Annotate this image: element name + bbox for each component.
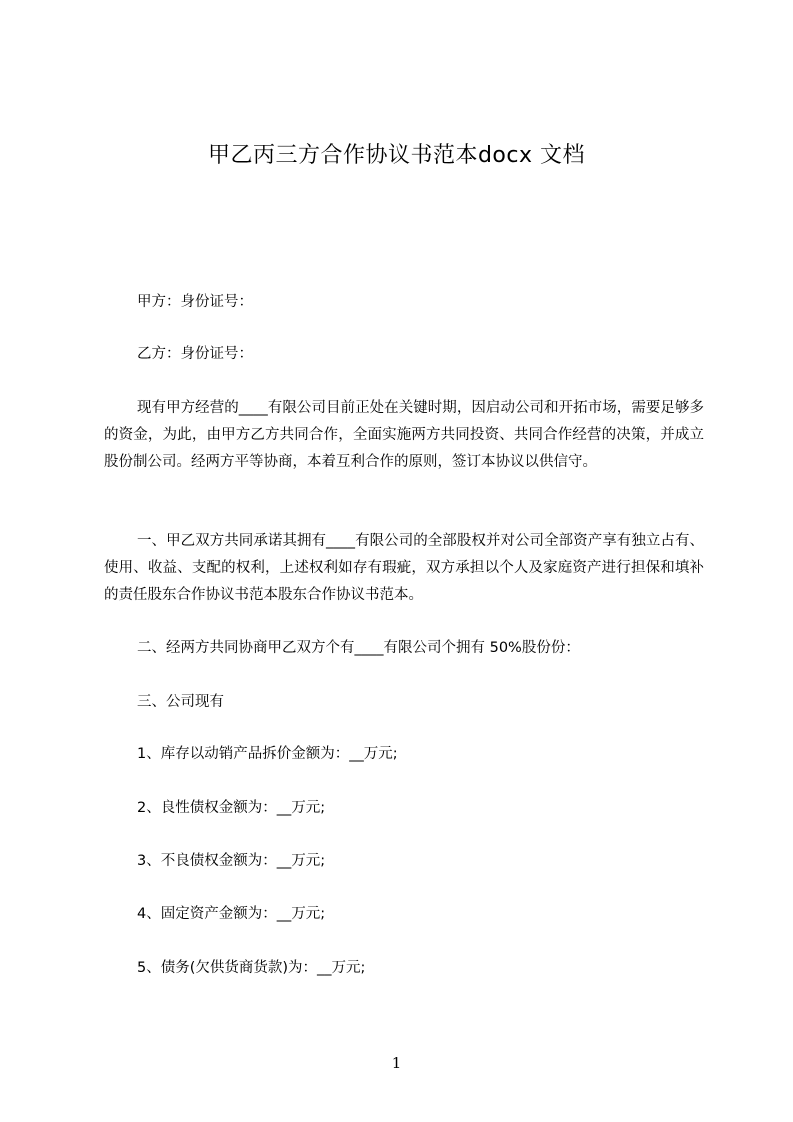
clause-2-paragraph: 二、经两方共同协商甲乙双方个有____有限公司个拥有 50%股份份：: [137, 640, 580, 656]
clause-1-paragraph: 一、甲乙双方共同承诺其拥有____有限公司的全部股权并对公司全部资产享有独立占有、使用、收益、支配的权利，上述权利如存有瑕疵，双方承担以个人及家庭资产进行担保和填补的责任股东合作协议书范本股东合作协议书范本。: [104, 533, 704, 603]
list-item: 2、良性债权金额为：__万元;: [137, 800, 326, 816]
list-item: 5、债务(欠供货商货款)为：__万元;: [137, 960, 366, 976]
list-item: 3、不良债权金额为：__万元;: [137, 853, 326, 869]
party-a-line: 甲方：身份证号：: [137, 294, 253, 310]
list-item: 1、库存以动销产品拆价金额为：__万元;: [137, 746, 398, 762]
list-item: 4、固定资产金额为：__万元;: [137, 906, 326, 922]
intro-paragraph: 现有甲方经营的____有限公司目前正处在关键时期，因启动公司和开拓市场，需要足够多的资金，为此，由甲方乙方共同合作，全面实施两方共同投资、共同合作经营的决策，并成立股份制公司。经两方平等协商，本着互利合作的原则，签订本协议以供信守。: [104, 400, 704, 470]
document-title: 甲乙丙三方合作协议书范本docx 文档: [207, 143, 586, 168]
page-number: 1: [391, 1054, 402, 1072]
party-b-line: 乙方：身份证号：: [137, 346, 253, 362]
clause-3-heading: 三、公司现有: [137, 694, 224, 710]
